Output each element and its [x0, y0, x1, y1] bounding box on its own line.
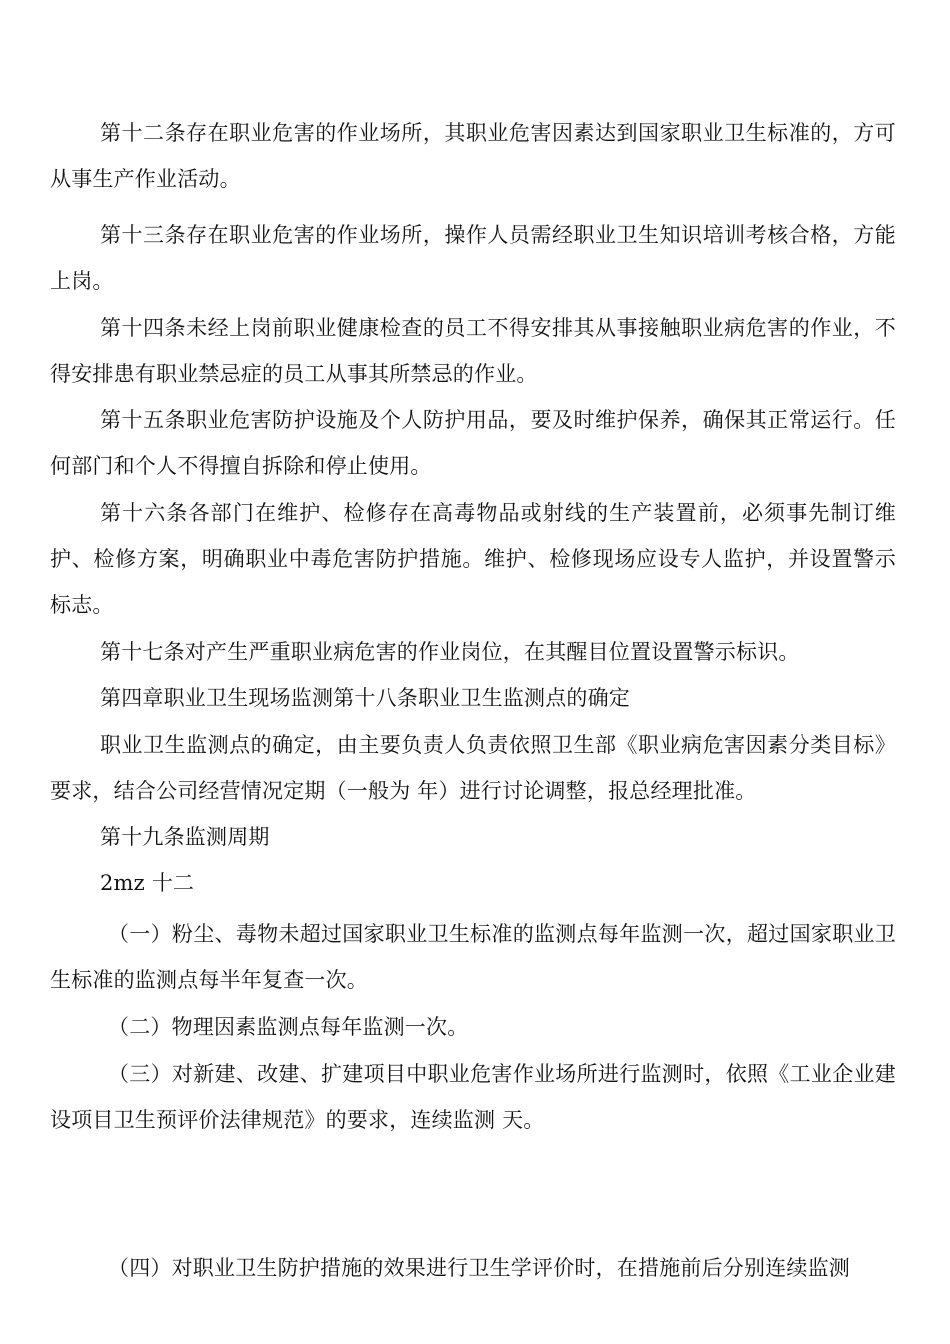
paragraph-item-1: （一）粉尘、毒物未超过国家职业卫生标准的监测点每年监测一次，超过国家职业卫生标准的监测点每半年复查一次。 — [50, 922, 896, 992]
chapter-4-heading: 第四章职业卫生现场监测第十八条职业卫生监测点的确定 — [100, 686, 630, 710]
paragraph-article-14: 第十四条未经上岗前职业健康检查的员工不得安排其从事接触职业病危害的作业，不得安排患有职业禁忌症的员工从事其所禁忌的作业。 — [50, 316, 896, 386]
paragraph-monitoring-points: 职业卫生监测点的确定，由主要负责人负责依照卫生部《职业病危害因素分类目标》要求，结合公司经营情况定期（一般为 年）进行讨论调整，报总经理批准。 — [50, 733, 896, 803]
paragraph-article-16: 第十六条各部门在维护、检修存在高毒物品或射线的生产装置前，必须事先制订维护、检修方案，明确职业中毒危害防护措施。维护、检修现场应设专人监护，并设置警示标志。 — [50, 501, 896, 617]
paragraph-stray-text: 2mz 十二 — [100, 871, 195, 895]
paragraph-article-15: 第十五条职业危害防护设施及个人防护用品，要及时维护保养，确保其正常运行。任何部门和个人不得擅自拆除和停止使用。 — [50, 408, 896, 478]
paragraph-item-4: （四）对职业卫生防护措施的效果进行卫生学评价时，在措施前后分别连续监测 — [108, 1256, 850, 1280]
paragraph-article-19: 第十九条监测周期 — [100, 825, 270, 849]
paragraph-article-17: 第十七条对产生严重职业病危害的作业岗位，在其醒目位置设置警示标识。 — [100, 640, 800, 664]
paragraph-article-13: 第十三条存在职业危害的作业场所，操作人员需经职业卫生知识培训考核合格，方能上岗。 — [50, 223, 896, 293]
paragraph-item-2: （二）物理因素监测点每年监测一次。 — [108, 1015, 469, 1039]
paragraph-article-12: 第十二条存在职业危害的作业场所，其职业危害因素达到国家职业卫生标准的，方可从事生产作业活动。 — [50, 121, 896, 191]
paragraph-item-3: （三）对新建、改建、扩建项目中职业危害作业场所进行监测时，依照《工业企业建设项目卫生预评价法律规范》的要求，连续监测 天。 — [50, 1062, 896, 1132]
